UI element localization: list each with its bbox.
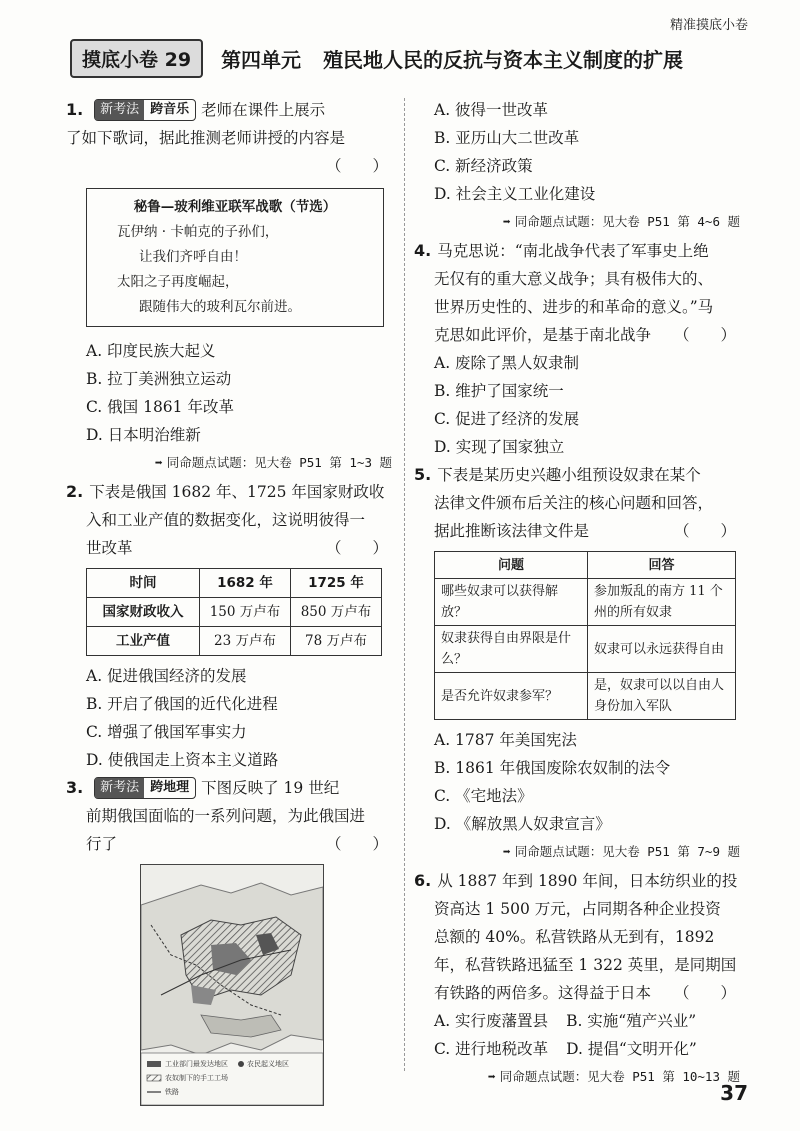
badge-new-method: 新考法 <box>95 100 144 120</box>
new-method-badge <box>94 99 196 121</box>
arrow-icon: ➡ <box>487 1070 496 1085</box>
question-number: 1. <box>66 100 84 119</box>
table-cell: 78 万卢布 <box>291 627 382 656</box>
option-c[interactable]: C. 增强了俄国军事实力 <box>86 723 247 741</box>
option-a[interactable]: A. 印度民族大起义 <box>86 342 216 360</box>
option-d[interactable]: D. 实现了国家独立 <box>434 438 565 456</box>
map-legend-item: 铁路 <box>165 1088 179 1096</box>
option-a[interactable]: A. 1787 年美国宪法 <box>434 731 577 749</box>
question-number: 3. <box>66 778 84 797</box>
quiz-tag: 摸底小卷 29 <box>70 39 203 78</box>
map-legend-item: 农奴制下的手工工场 <box>165 1074 228 1082</box>
left-column <box>66 96 396 1106</box>
option-c[interactable]: C. 新经济政策 <box>434 157 533 175</box>
answer-blank[interactable]: （ ） <box>673 984 736 1002</box>
option-c[interactable]: C. 《宅地法》 <box>434 787 533 805</box>
question-stem: 马克思说：“南北战争代表了军事史上绝 <box>437 242 709 260</box>
lyrics-box <box>86 188 384 327</box>
table-cell: 是，奴隶可以以自由人身份加入军队 <box>588 673 736 720</box>
option-b[interactable]: B. 开启了俄国的近代化进程 <box>86 695 278 713</box>
cross-reference-text: 同命题点试题：见大卷 P51 第 1~3 题 <box>166 455 392 470</box>
lyrics-line: 跟随伟大的玻利瓦尔前进。 <box>139 299 301 315</box>
question-stem: 世改革 <box>86 539 133 557</box>
question-stem: 下表是某历史兴趣小组预设奴隶在某个 <box>437 466 701 484</box>
table-header: 问题 <box>435 552 588 579</box>
table-row <box>435 579 736 626</box>
arrow-icon: ➡ <box>154 456 163 471</box>
option-b[interactable]: B. 亚历山大二世改革 <box>434 129 580 147</box>
map-legend-item: 农民起义地区 <box>247 1060 289 1068</box>
option-c[interactable]: C. 促进了经济的发展 <box>434 410 580 428</box>
question-stem: 无仅有的重大意义战争；具有极伟大的、 <box>434 270 714 288</box>
option-c[interactable]: C. 俄国 1861 年改革 <box>86 398 234 416</box>
table-cell: 哪些奴隶可以获得解放？ <box>435 579 588 626</box>
new-method-badge <box>94 777 196 799</box>
option-b[interactable]: B. 拉丁美洲独立运动 <box>86 370 232 388</box>
question-2 <box>66 478 396 774</box>
option-a[interactable]: A. 促进俄国经济的发展 <box>86 667 247 685</box>
cross-reference-text: 同命题点试题：见大卷 P51 第 4~6 题 <box>514 214 740 229</box>
answer-blank[interactable]: （ ） <box>325 835 388 853</box>
qa-table <box>434 551 736 720</box>
question-number: 6. <box>414 871 432 890</box>
cross-reference <box>414 1063 744 1092</box>
table-row <box>435 673 736 720</box>
unit-label: 第四单元 <box>221 47 302 72</box>
option-d[interactable]: D. 日本明治维新 <box>86 426 201 444</box>
question-stem: 从 1887 年到 1890 年间，日本纺织业的投 <box>437 872 738 890</box>
question-stem: 有铁路的两倍多。这得益于日本 <box>434 984 652 1002</box>
question-3 <box>66 774 396 1106</box>
question-stem: 据此推断该法律文件是 <box>434 522 590 540</box>
question-stem: 前期俄国面临的一系列问题，为此俄国进 <box>86 807 366 825</box>
answer-blank[interactable]: （ ） <box>673 326 736 344</box>
cross-reference-text: 同命题点试题：见大卷 P51 第 10~13 题 <box>499 1069 740 1084</box>
question-stem: 老师在课件上展示 <box>201 101 326 119</box>
badge-cross-subject: 跨地理 <box>150 780 190 795</box>
lyrics-line: 让我们齐呼自由！ <box>139 249 247 265</box>
question-4 <box>414 237 744 461</box>
russia-map <box>140 864 324 1106</box>
table-cell: 奴隶获得自由界限是什么？ <box>435 626 588 673</box>
option-a[interactable]: A. 废除了黑人奴隶制 <box>434 354 580 372</box>
cross-reference <box>414 208 744 237</box>
option-d[interactable]: D. 使俄国走上资本主义道路 <box>86 751 279 769</box>
question-number: 4. <box>414 241 432 260</box>
question-stem: 年，私营铁路迅猛至 1 322 英里，是同期国 <box>434 956 737 974</box>
table-row <box>87 627 382 656</box>
question-stem: 世界历史性的、进步的和革命的意义。”马 <box>434 298 714 316</box>
series-label: 精准摸底小卷 <box>669 18 748 33</box>
badge-cross-subject: 跨音乐 <box>150 102 190 117</box>
arrow-icon: ➡ <box>502 215 511 230</box>
table-cell: 参加叛乱的南方 11 个州的所有奴隶 <box>588 579 736 626</box>
table-cell: 是否允许奴隶参军？ <box>435 673 588 720</box>
unit-title-bar <box>70 38 750 78</box>
right-column <box>414 96 744 1092</box>
arrow-icon: ➡ <box>502 845 511 860</box>
page-number: 37 <box>720 1081 748 1105</box>
option-d[interactable]: D. 社会主义工业化建设 <box>434 185 596 203</box>
question-number: 5. <box>414 465 432 484</box>
lyrics-line: 瓦伊纳 · 卡帕克的子孙们， <box>117 224 279 240</box>
answer-blank[interactable]: （ ） <box>673 522 736 540</box>
question-stem: 克思如此评价，是基于南北战争 <box>434 326 652 344</box>
option-b[interactable]: B. 维护了国家统一 <box>434 382 564 400</box>
answer-blank[interactable]: （ ） <box>325 539 388 557</box>
table-cell: 150 万卢布 <box>200 598 291 627</box>
table-header: 1682 年 <box>200 569 291 598</box>
table-cell: 国家财政收入 <box>87 598 200 627</box>
question-stem: 法律文件颁布后关注的核心问题和回答， <box>434 494 714 512</box>
question-stem: 入和工业产值的数据变化，这说明彼得一 <box>86 511 366 529</box>
table-row <box>435 626 736 673</box>
option-c[interactable]: C. 进行地税改革 <box>434 1040 549 1058</box>
question-5 <box>414 461 744 867</box>
table-cell: 工业产值 <box>87 627 200 656</box>
data-table <box>86 568 382 656</box>
unit-title: 殖民地人民的反抗与资本主义制度的扩展 <box>323 47 684 72</box>
table-header: 1725 年 <box>291 569 382 598</box>
cross-reference <box>414 838 744 867</box>
cross-reference <box>66 449 396 478</box>
lyrics-line: 太阳之子再度崛起， <box>117 274 239 290</box>
column-divider <box>404 98 405 1071</box>
question-stem: 下图反映了 19 世纪 <box>201 779 340 797</box>
map-legend-item: 工业部门最发达地区 <box>165 1060 228 1068</box>
table-row <box>87 598 382 627</box>
question-stem: 总额的 40%。私营铁路从无到有，1892 <box>434 928 715 946</box>
question-stem: 了如下歌词，据此推测老师讲授的内容是 <box>66 129 346 147</box>
table-cell: 23 万卢布 <box>200 627 291 656</box>
question-6 <box>414 867 744 1092</box>
table-cell: 奴隶可以永远获得自由 <box>588 626 736 673</box>
option-d[interactable]: D. 提倡“文明开化” <box>566 1040 697 1058</box>
question-stem: 行了 <box>86 835 118 853</box>
question-number: 2. <box>66 482 84 501</box>
question-1 <box>66 96 396 478</box>
option-b[interactable]: B. 实施“殖产兴业” <box>566 1012 697 1030</box>
badge-new-method: 新考法 <box>95 778 144 798</box>
table-cell: 850 万卢布 <box>291 598 382 627</box>
option-a[interactable]: A. 彼得一世改革 <box>434 101 549 119</box>
cross-reference-text: 同命题点试题：见大卷 P51 第 7~9 题 <box>514 844 740 859</box>
option-d[interactable]: D. 《解放黑人奴隶宣言》 <box>434 815 611 833</box>
option-b[interactable]: B. 1861 年俄国废除农奴制的法令 <box>434 759 671 777</box>
answer-blank[interactable]: （ ） <box>325 157 388 175</box>
option-a[interactable]: A. 实行废藩置县 <box>434 1012 549 1030</box>
table-header: 回答 <box>588 552 736 579</box>
question-stem: 下表是俄国 1682 年、1725 年国家财政收 <box>89 483 385 501</box>
table-header: 时间 <box>87 569 200 598</box>
question-stem: 资高达 1 500 万元，占同期各种企业投资 <box>434 900 721 918</box>
lyrics-title: 秘鲁—玻利维亚联军战歌（节选） <box>133 199 337 215</box>
